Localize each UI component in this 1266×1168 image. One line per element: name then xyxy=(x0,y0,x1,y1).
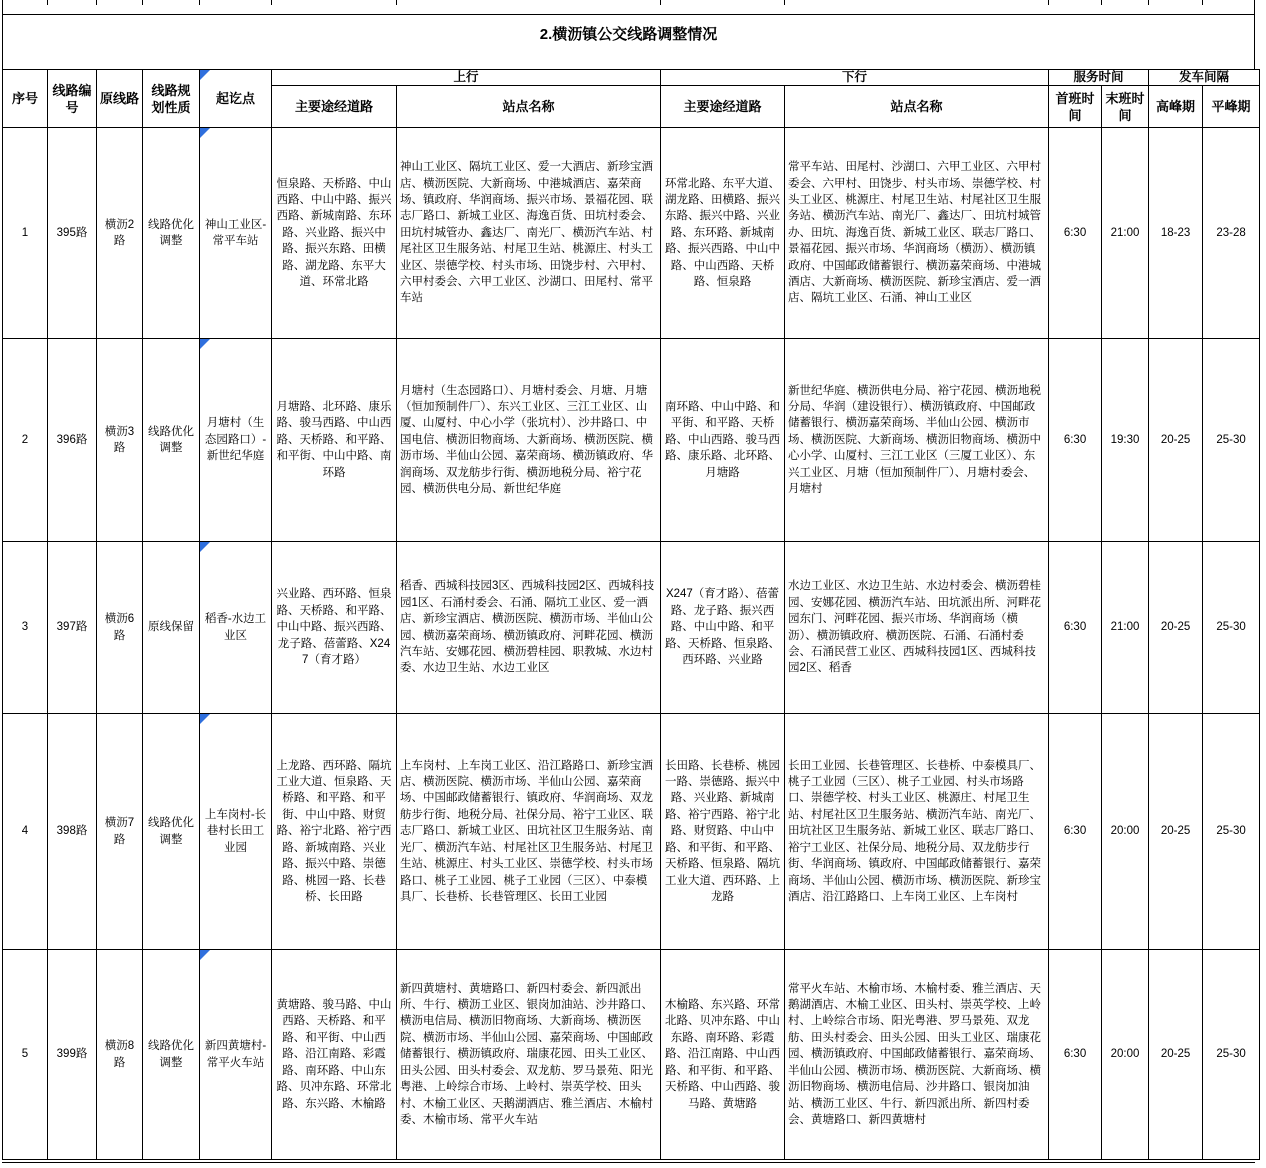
cell-endpoints xyxy=(200,542,272,714)
cell-last: 21:00 xyxy=(1102,128,1149,339)
cell-line-no: 398路 xyxy=(48,714,97,950)
cell-offpeak: 25-30 xyxy=(1203,714,1260,950)
cell-plan: 线路优化调整 xyxy=(143,339,200,542)
cell-seq: 3 xyxy=(3,542,48,714)
cell-endpoints xyxy=(200,950,272,1160)
cell-plan: 线路优化调整 xyxy=(143,714,200,950)
cell-up-roads: 黄塘路、骏马路、中山西路、天桥路、和平路、和平街、中山西路、沿江南路、彩霞路、南环路、中山东路、贝冲东路、环常北路、东兴路、木榆路 xyxy=(272,950,397,1160)
cell-line-no: 397路 xyxy=(48,542,97,714)
header-seq: 序号 xyxy=(3,70,48,128)
cell-offpeak: 25-30 xyxy=(1203,950,1260,1160)
table-row xyxy=(3,950,1260,1160)
cell-up-stations: 上车岗村、上车岗工业区、沿江路路口、新珍宝酒店、横沥医院、横沥市场、半仙山公园、嘉荣商场、中国邮政储蓄银行、镇政府、华润商场、双龙舫步行街、地税分局、社保分局、裕宁工业区、联志厂路口、新城工业区、田坑社区卫生服务站、南光厂、横沥汽车站、村尾社区卫生服务站、村尾卫生站、桃源庄、村头工业区、崇德学校、村头市场路口、桃子工业园、桃子工业园（三区）、中泰模具厂、长巷桥、长巷管理区、长田工业园 xyxy=(397,714,661,950)
cell-first: 6:30 xyxy=(1049,339,1102,542)
table-row xyxy=(3,542,1260,714)
header-interval: 发车间隔 xyxy=(1149,70,1260,86)
cell-plan: 线路优化调整 xyxy=(143,950,200,1160)
cell-endpoints-text: 稻香-水边工业区 xyxy=(204,613,267,642)
cell-up-roads: 恒泉路、天桥路、中山西路、中山中路、振兴西路、新城南路、东环路、兴业路、振兴中路、振兴东路、田横路、湖龙路、东平大道、环常北路 xyxy=(272,128,397,339)
cell-up-stations: 月塘村（生态园路口）、月塘村委会、月塘、月塘（恒加预制件厂）、东兴工业区、三江工业区、山厦、山厦村、中心小学（张坑村）、沙井路口、中国电信、横沥旧物商场、大新商场、横沥医院、横沥市场、半仙山公园、嘉荣商场、横沥镇政府、华润商场、双龙舫步行街、横沥地税分局、裕宁花园、横沥供电分局、新世纪华庭 xyxy=(397,339,661,542)
cell-peak: 20-25 xyxy=(1149,714,1203,950)
header-first-bus: 首班时间 xyxy=(1049,86,1102,128)
cell-orig-line: 横沥2路 xyxy=(97,128,143,339)
table-row xyxy=(3,339,1260,542)
cell-endpoints-text: 新四黄塘村-常平火车站 xyxy=(204,1040,267,1069)
table-row xyxy=(3,128,1260,339)
cell-peak: 18-23 xyxy=(1149,128,1203,339)
table-row xyxy=(3,714,1260,950)
header-service-time: 服务时间 xyxy=(1049,70,1149,86)
cell-line-no: 395路 xyxy=(48,128,97,339)
cell-offpeak: 25-30 xyxy=(1203,542,1260,714)
comment-marker-icon xyxy=(200,950,210,960)
cell-endpoints-text: 月塘村（生态园路口）-新世纪华庭 xyxy=(204,417,267,463)
cell-down-stations: 长田工业园、长巷管理区、长巷桥、中泰模具厂、桃子工业园（三区）、桃子工业园、村头市场路口、崇德学校、村头工业区、桃源庄、村尾卫生站、村尾社区卫生服务站、横沥汽车站、南光厂、田坑社区卫生服务站、新城工业区、联志厂路口、裕宁工业区、社保分局、地税分局、双龙舫步行街、华润商场、镇政府、中国邮政储蓄银行、嘉荣商场、半仙山公园、横沥市场、横沥医院、新珍宝酒店、沿江路路口、上车岗工业区、上车岗村 xyxy=(785,714,1049,950)
cell-down-roads: 南环路、中山中路、和平街、和平路、天桥路、中山西路、骏马西路、康乐路、北环路、月塘路 xyxy=(661,339,785,542)
cell-first: 6:30 xyxy=(1049,950,1102,1160)
comment-marker-icon xyxy=(200,542,210,552)
cell-up-stations: 新四黄塘村、黄塘路口、新四村委会、新四派出所、牛行、横沥工业区、银岗加油站、沙井路口、横沥电信局、横沥旧物商场、大新商场、横沥医院、横沥市场、半仙山公园、嘉荣商场、中国邮政储蓄银行、横沥镇政府、瑞康花园、田头工业区、田头公园、田头村委会、双龙舫、罗马景苑、阳光粤港、上岭综合市场、上岭村、崇英学校、田头村、木榆工业区、天鹅湖酒店、雅兰酒店、木榆村委、木榆市场、常平火车站 xyxy=(397,950,661,1160)
comment-marker-icon xyxy=(200,339,210,349)
header-up: 上行 xyxy=(272,70,661,86)
cell-peak: 20-25 xyxy=(1149,542,1203,714)
cell-offpeak: 23-28 xyxy=(1203,128,1260,339)
cell-orig-line: 横沥8路 xyxy=(97,950,143,1160)
cell-down-roads: 长田路、长巷桥、桃园一路、崇德路、振兴中路、兴业路、新城南路、裕宁西路、裕宁北路、财贸路、中山中路、和平街、和平路、天桥路、恒泉路、隔坑工业大道、西环路、上龙路 xyxy=(661,714,785,950)
cell-offpeak: 25-30 xyxy=(1203,339,1260,542)
cell-down-stations: 新世纪华庭、横沥供电分局、裕宁花园、横沥地税分局、华润（建设银行）、横沥镇政府、中国邮政储蓄银行、横沥嘉荣商场、半仙山公园、横沥市场、横沥医院、大新商场、横沥旧物商场、横沥中心小学、山厦村、三江工业区（三厦工业区）、东兴工业区、月塘（恒加预制件厂）、月塘村委会、月塘村 xyxy=(785,339,1049,542)
header-orig-line: 原线路 xyxy=(97,70,143,128)
cell-up-stations: 神山工业区、隔坑工业区、爱一大酒店、新珍宝酒店、横沥医院、大新商场、中港城酒店、嘉荣商场、镇政府、华润商场、振兴市场、景福花园、联志厂路口、新城工业区、海逸百货、田坑村委会、田坑村城管办、鑫达厂、南光厂、横沥汽车站、村尾社区卫生服务站、村尾卫生站、桃源庄、村头工业区、崇德学校、村头市场、田饶步村、六甲村、六甲村委会、六甲工业区、沙湖口、田尾村、常平车站 xyxy=(397,128,661,339)
cell-plan: 原线保留 xyxy=(143,542,200,714)
cell-seq: 5 xyxy=(3,950,48,1160)
cell-first: 6:30 xyxy=(1049,128,1102,339)
cell-down-stations: 水边工业区、水边卫生站、水边村委会、横沥碧桂园、安娜花园、横沥汽车站、田坑派出所、河畔花园东门、河畔花园、振兴市场、华润商场（横沥）、横沥镇政府、横沥医院、石涌、石涌村委会、石涌民营工业区、西城科技园1区、西城科技园2区、稻香 xyxy=(785,542,1049,714)
header-offpeak: 平峰期 xyxy=(1203,86,1260,128)
cell-up-stations: 稻香、西城科技园3区、西城科技园2区、西城科技园1区、石涌村委会、石涌、隔坑工业区、爱一酒店、新珍宝酒店、横沥医院、横沥市场、半仙山公园、横沥嘉荣商场、横沥镇政府、河畔花园、横沥汽车站、安娜花园、横沥碧桂园、职教城、水边村委、水边卫生站、水边工业区 xyxy=(397,542,661,714)
cell-up-roads: 兴业路、西环路、恒泉路、天桥路、和平路、中山中路、振兴西路、龙子路、蓓蕾路、X247（育才路） xyxy=(272,542,397,714)
header-endpoints-label: 起讫点 xyxy=(215,91,255,106)
header-plan-nature: 线路规划性质 xyxy=(143,70,200,128)
cell-peak: 20-25 xyxy=(1149,950,1203,1160)
cell-down-stations: 常平火车站、木榆市场、木榆村委、雅兰酒店、天鹅湖酒店、木榆工业区、田头村、崇英学校、上岭村、上岭综合市场、阳光粤港、罗马景苑、双龙舫、田头村委会、田头公园、田头工业区、瑞康花园、横沥镇政府、中国邮政储蓄银行、嘉荣商场、半仙山公园、横沥市场、横沥医院、大新商场、横沥旧物商场、横沥电信局、沙井路口、银岗加油站、横沥工业区、牛行、新四派出所、新四村委会、黄塘路口、新四黄塘村 xyxy=(785,950,1049,1160)
bus-route-table xyxy=(2,69,1260,1160)
header-down-roads: 主要途经道路 xyxy=(661,86,785,128)
cell-plan: 线路优化调整 xyxy=(143,128,200,339)
cell-first: 6:30 xyxy=(1049,542,1102,714)
cell-line-no: 399路 xyxy=(48,950,97,1160)
header-up-roads: 主要途经道路 xyxy=(272,86,397,128)
cell-endpoints-text: 神山工业区-常平车站 xyxy=(204,218,267,247)
cell-first: 6:30 xyxy=(1049,714,1102,950)
cell-down-roads: X247（育才路）、蓓蕾路、龙子路、振兴西路、中山中路、和平路、天桥路、恒泉路、西环路、兴业路 xyxy=(661,542,785,714)
header-down: 下行 xyxy=(661,70,1049,86)
cell-endpoints xyxy=(200,128,272,339)
cell-seq: 1 xyxy=(3,128,48,339)
header-up-stations: 站点名称 xyxy=(397,86,661,128)
cell-last: 19:30 xyxy=(1102,339,1149,542)
cell-endpoints xyxy=(200,714,272,950)
top-strip xyxy=(2,0,1255,14)
cell-seq: 2 xyxy=(3,339,48,542)
cell-line-no: 396路 xyxy=(48,339,97,542)
header-peak: 高峰期 xyxy=(1149,86,1203,128)
cell-endpoints-text: 上车岗村-长巷村长田工业园 xyxy=(204,808,267,854)
cell-up-roads: 月塘路、北环路、康乐路、骏马西路、中山西路、天桥路、和平路、和平街、中山中路、南环路 xyxy=(272,339,397,542)
cell-down-roads: 木榆路、东兴路、环常北路、贝冲东路、中山东路、南环路、彩霞路、沿江南路、中山西路、和平街、和平路、天桥路、中山西路、骏马路、黄塘路 xyxy=(661,950,785,1160)
header-last-bus: 末班时间 xyxy=(1102,86,1149,128)
cell-up-roads: 上龙路、西环路、隔坑工业大道、恒泉路、天桥路、和平路、和平街、中山中路、财贸路、裕宁北路、裕宁西路、新城南路、兴业路、振兴中路、崇德路、桃园一路、长巷桥、长田路 xyxy=(272,714,397,950)
cell-endpoints xyxy=(200,339,272,542)
sheet xyxy=(2,0,1255,1160)
cell-last: 20:00 xyxy=(1102,714,1149,950)
comment-marker-icon xyxy=(200,714,210,724)
cell-last: 21:00 xyxy=(1102,542,1149,714)
comment-marker-icon xyxy=(200,70,210,80)
header-line-no: 线路编号 xyxy=(48,70,97,128)
cell-orig-line: 横沥3路 xyxy=(97,339,143,542)
cell-peak: 20-25 xyxy=(1149,339,1203,542)
cell-last: 20:00 xyxy=(1102,950,1149,1160)
comment-marker-icon xyxy=(200,128,210,138)
cell-seq: 4 xyxy=(3,714,48,950)
cell-down-roads: 环常北路、东平大道、湖龙路、田横路、振兴东路、振兴中路、兴业路、东环路、新城南路、振兴西路、中山中路、中山西路、天桥路、恒泉路 xyxy=(661,128,785,339)
header-endpoints xyxy=(200,70,272,128)
page-title: 2.横沥镇公交线路调整情况 xyxy=(2,14,1255,69)
cell-orig-line: 横沥6路 xyxy=(97,542,143,714)
bottom-border xyxy=(2,1162,1255,1163)
header-down-stations: 站点名称 xyxy=(785,86,1049,128)
cell-down-stations: 常平车站、田尾村、沙湖口、六甲工业区、六甲村委会、六甲村、田饶步、村头市场、崇德学校、村头工业区、桃源庄、村尾卫生站、村尾社区卫生服务站、横沥汽车站、南光厂、鑫达厂、田坑村城管办、田坑、海逸百货、新城工业区、联志厂路口、景福花园、振兴市场、华润商场（横沥）、横沥镇政府、中国邮政储蓄银行、横沥嘉荣商场、中港城酒店、大新商场、横沥医院、新珍宝酒店、爱一酒店、隔坑工业区、石涌、神山工业区 xyxy=(785,128,1049,339)
cell-orig-line: 横沥7路 xyxy=(97,714,143,950)
